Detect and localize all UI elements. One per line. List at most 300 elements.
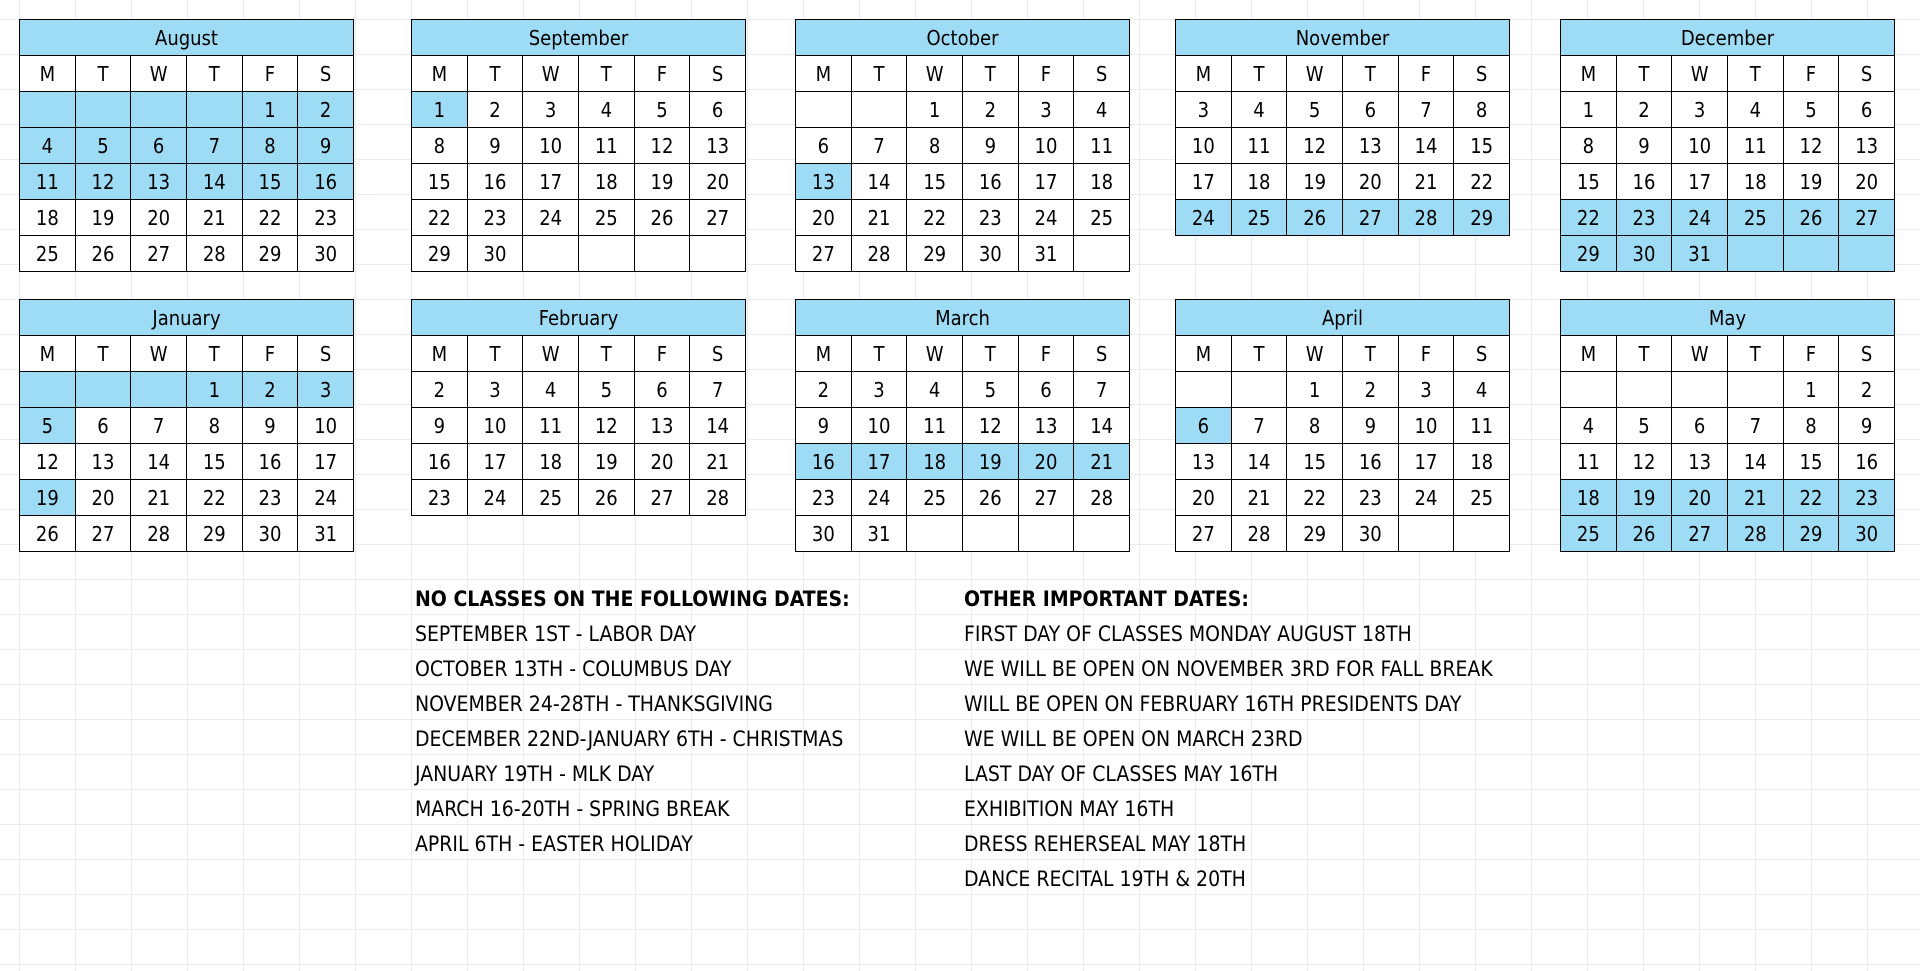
weekday-header: S — [298, 336, 354, 372]
day-cell: 27 — [131, 236, 187, 272]
day-cell: 14 — [186, 164, 242, 200]
day-cell: 13 — [1342, 128, 1398, 164]
weekday-header: T — [851, 56, 907, 92]
day-cell: 4 — [907, 372, 963, 408]
day-cell: 11 — [1727, 128, 1783, 164]
weekday-header: M — [1561, 56, 1617, 92]
weekday-header: S — [1454, 56, 1510, 92]
day-cell: 23 — [1616, 200, 1672, 236]
month-calendar-may — [1560, 299, 1895, 552]
day-cell: 16 — [1839, 444, 1895, 480]
day-cell: 3 — [1398, 372, 1454, 408]
weekday-header: T — [962, 336, 1018, 372]
weekday-header: T — [1727, 336, 1783, 372]
day-cell: 8 — [1783, 408, 1839, 444]
day-cell: 19 — [75, 200, 131, 236]
day-cell: 18 — [1074, 164, 1130, 200]
day-cell: 19 — [20, 480, 76, 516]
day-cell: 23 — [962, 200, 1018, 236]
day-cell: 9 — [467, 128, 523, 164]
day-cell: 22 — [1783, 480, 1839, 516]
weekday-header: T — [75, 56, 131, 92]
day-cell: 15 — [1783, 444, 1839, 480]
weekday-header: M — [20, 56, 76, 92]
day-cell: 19 — [578, 444, 634, 480]
weekday-header: T — [578, 336, 634, 372]
weekday-header: T — [1231, 56, 1287, 92]
day-cell: 2 — [1616, 92, 1672, 128]
empty-day-cell — [1727, 372, 1783, 408]
empty-day-cell — [1398, 516, 1454, 552]
day-cell: 15 — [1561, 164, 1617, 200]
day-cell: 8 — [242, 128, 298, 164]
day-cell: 29 — [242, 236, 298, 272]
day-cell: 6 — [1018, 372, 1074, 408]
day-cell: 16 — [1342, 444, 1398, 480]
day-cell: 7 — [1074, 372, 1130, 408]
empty-day-cell — [796, 92, 852, 128]
day-cell: 19 — [1616, 480, 1672, 516]
day-cell: 3 — [851, 372, 907, 408]
weekday-header: T — [1342, 56, 1398, 92]
important-date-item: LAST DAY OF CLASSES MAY 16TH — [964, 762, 1279, 786]
day-cell: 17 — [1672, 164, 1728, 200]
day-cell: 11 — [907, 408, 963, 444]
day-cell: 13 — [1176, 444, 1232, 480]
day-cell: 13 — [796, 164, 852, 200]
month-calendar-august — [19, 19, 354, 272]
day-cell: 6 — [1342, 92, 1398, 128]
day-cell: 9 — [412, 408, 468, 444]
day-cell: 11 — [1561, 444, 1617, 480]
day-cell: 1 — [242, 92, 298, 128]
day-cell: 21 — [690, 444, 746, 480]
day-cell: 14 — [690, 408, 746, 444]
weekday-header: T — [186, 56, 242, 92]
day-cell: 29 — [186, 516, 242, 552]
weekday-header: F — [242, 56, 298, 92]
weekday-header: T — [1231, 336, 1287, 372]
empty-day-cell — [20, 372, 76, 408]
day-cell: 11 — [1454, 408, 1510, 444]
empty-day-cell — [75, 372, 131, 408]
day-cell: 25 — [1561, 516, 1617, 552]
weekday-header: T — [1616, 56, 1672, 92]
day-cell: 21 — [131, 480, 187, 516]
day-cell: 4 — [523, 372, 579, 408]
weekday-header: S — [690, 56, 746, 92]
weekday-header: S — [1839, 56, 1895, 92]
day-cell: 30 — [962, 236, 1018, 272]
day-cell: 15 — [412, 164, 468, 200]
day-cell: 13 — [75, 444, 131, 480]
day-cell: 4 — [1074, 92, 1130, 128]
month-title: March — [796, 300, 1130, 336]
month-title: November — [1176, 20, 1510, 56]
day-cell: 17 — [1398, 444, 1454, 480]
weekday-header: W — [1287, 336, 1343, 372]
day-cell: 11 — [1074, 128, 1130, 164]
day-cell: 6 — [690, 92, 746, 128]
day-cell: 21 — [1727, 480, 1783, 516]
day-cell: 6 — [75, 408, 131, 444]
day-cell: 16 — [962, 164, 1018, 200]
day-cell: 3 — [1018, 92, 1074, 128]
day-cell: 26 — [962, 480, 1018, 516]
day-cell: 27 — [796, 236, 852, 272]
weekday-header: W — [1287, 56, 1343, 92]
day-cell: 7 — [1231, 408, 1287, 444]
day-cell: 27 — [634, 480, 690, 516]
day-cell: 25 — [1727, 200, 1783, 236]
day-cell: 7 — [186, 128, 242, 164]
day-cell: 4 — [1454, 372, 1510, 408]
day-cell: 12 — [578, 408, 634, 444]
weekday-header: T — [467, 56, 523, 92]
month-title: April — [1176, 300, 1510, 336]
day-cell: 22 — [1454, 164, 1510, 200]
month-calendar-april — [1175, 299, 1510, 552]
important-dates-heading: OTHER IMPORTANT DATES: — [964, 587, 1249, 611]
important-date-item: DANCE RECITAL 19TH & 20TH — [964, 867, 1246, 891]
day-cell: 12 — [75, 164, 131, 200]
day-cell: 28 — [690, 480, 746, 516]
day-cell: 24 — [1398, 480, 1454, 516]
day-cell: 2 — [412, 372, 468, 408]
day-cell: 7 — [1727, 408, 1783, 444]
empty-day-cell — [578, 236, 634, 272]
day-cell: 23 — [298, 200, 354, 236]
day-cell: 11 — [20, 164, 76, 200]
day-cell: 31 — [298, 516, 354, 552]
day-cell: 23 — [467, 200, 523, 236]
day-cell: 18 — [907, 444, 963, 480]
day-cell: 9 — [1839, 408, 1895, 444]
day-cell: 6 — [1672, 408, 1728, 444]
day-cell: 25 — [1454, 480, 1510, 516]
day-cell: 31 — [851, 516, 907, 552]
day-cell: 24 — [467, 480, 523, 516]
weekday-header: M — [1561, 336, 1617, 372]
day-cell: 7 — [690, 372, 746, 408]
day-cell: 20 — [796, 200, 852, 236]
day-cell: 6 — [1839, 92, 1895, 128]
day-cell: 8 — [1287, 408, 1343, 444]
important-date-item: WE WILL BE OPEN ON NOVEMBER 3RD FOR FALL BREAK — [964, 657, 1493, 681]
weekday-header: F — [1018, 56, 1074, 92]
day-cell: 9 — [1342, 408, 1398, 444]
weekday-header: T — [467, 336, 523, 372]
day-cell: 22 — [412, 200, 468, 236]
day-cell: 5 — [634, 92, 690, 128]
day-cell: 20 — [1018, 444, 1074, 480]
weekday-header: T — [962, 56, 1018, 92]
weekday-header: S — [1839, 336, 1895, 372]
day-cell: 10 — [523, 128, 579, 164]
day-cell: 21 — [186, 200, 242, 236]
empty-day-cell — [1727, 236, 1783, 272]
day-cell: 12 — [1783, 128, 1839, 164]
day-cell: 27 — [1672, 516, 1728, 552]
month-calendar-october — [795, 19, 1130, 272]
day-cell: 13 — [131, 164, 187, 200]
day-cell: 8 — [1561, 128, 1617, 164]
day-cell: 14 — [1398, 128, 1454, 164]
day-cell: 14 — [1074, 408, 1130, 444]
day-cell: 22 — [907, 200, 963, 236]
weekday-header: W — [1672, 56, 1728, 92]
day-cell: 20 — [690, 164, 746, 200]
day-cell: 9 — [242, 408, 298, 444]
day-cell: 2 — [467, 92, 523, 128]
month-title: January — [20, 300, 354, 336]
weekday-header: W — [131, 336, 187, 372]
month-calendar-february — [411, 299, 746, 516]
day-cell: 10 — [1398, 408, 1454, 444]
weekday-header: T — [186, 336, 242, 372]
empty-day-cell — [131, 92, 187, 128]
no-classes-item: OCTOBER 13TH - COLUMBUS DAY — [415, 657, 732, 681]
no-classes-list — [415, 617, 850, 862]
empty-day-cell — [851, 92, 907, 128]
important-date-item: WE WILL BE OPEN ON MARCH 23RD — [964, 727, 1303, 751]
day-cell: 16 — [242, 444, 298, 480]
day-cell: 2 — [1839, 372, 1895, 408]
empty-day-cell — [1783, 236, 1839, 272]
day-cell: 26 — [578, 480, 634, 516]
day-cell: 18 — [578, 164, 634, 200]
day-cell: 26 — [1287, 200, 1343, 236]
empty-day-cell — [1561, 372, 1617, 408]
day-cell: 29 — [412, 236, 468, 272]
day-cell: 30 — [1839, 516, 1895, 552]
weekday-header: T — [1616, 336, 1672, 372]
empty-day-cell — [1176, 372, 1232, 408]
day-cell: 23 — [1839, 480, 1895, 516]
day-cell: 26 — [20, 516, 76, 552]
day-cell: 10 — [1176, 128, 1232, 164]
day-cell: 20 — [1839, 164, 1895, 200]
day-cell: 20 — [1672, 480, 1728, 516]
day-cell: 1 — [907, 92, 963, 128]
day-cell: 9 — [1616, 128, 1672, 164]
no-classes-item: DECEMBER 22ND-JANUARY 6TH - CHRISTMAS — [415, 727, 844, 751]
day-cell: 12 — [1287, 128, 1343, 164]
day-cell: 21 — [1231, 480, 1287, 516]
day-cell: 18 — [20, 200, 76, 236]
day-cell: 19 — [1287, 164, 1343, 200]
weekday-header: T — [1342, 336, 1398, 372]
day-cell: 15 — [1287, 444, 1343, 480]
day-cell: 25 — [1074, 200, 1130, 236]
no-classes-heading: NO CLASSES ON THE FOLLOWING DATES: — [415, 587, 850, 611]
day-cell: 18 — [1231, 164, 1287, 200]
day-cell: 11 — [578, 128, 634, 164]
day-cell: 18 — [1727, 164, 1783, 200]
empty-day-cell — [1231, 372, 1287, 408]
month-calendar-september — [411, 19, 746, 272]
day-cell: 15 — [907, 164, 963, 200]
weekday-header: M — [20, 336, 76, 372]
day-cell: 19 — [634, 164, 690, 200]
day-cell: 27 — [75, 516, 131, 552]
day-cell: 6 — [1176, 408, 1232, 444]
no-classes-item: NOVEMBER 24-28TH - THANKSGIVING — [415, 692, 773, 716]
day-cell: 17 — [298, 444, 354, 480]
day-cell: 15 — [186, 444, 242, 480]
day-cell: 3 — [1176, 92, 1232, 128]
day-cell: 5 — [75, 128, 131, 164]
day-cell: 27 — [1176, 516, 1232, 552]
day-cell: 8 — [186, 408, 242, 444]
day-cell: 16 — [1616, 164, 1672, 200]
day-cell: 20 — [634, 444, 690, 480]
day-cell: 17 — [467, 444, 523, 480]
day-cell: 12 — [1616, 444, 1672, 480]
day-cell: 9 — [962, 128, 1018, 164]
day-cell: 22 — [186, 480, 242, 516]
empty-day-cell — [1018, 516, 1074, 552]
day-cell: 24 — [1176, 200, 1232, 236]
day-cell: 10 — [298, 408, 354, 444]
day-cell: 22 — [1561, 200, 1617, 236]
day-cell: 30 — [298, 236, 354, 272]
day-cell: 10 — [1018, 128, 1074, 164]
important-date-item: WILL BE OPEN ON FEBRUARY 16TH PRESIDENTS DAY — [964, 692, 1462, 716]
day-cell: 29 — [907, 236, 963, 272]
day-cell: 8 — [1454, 92, 1510, 128]
day-cell: 1 — [1287, 372, 1343, 408]
day-cell: 4 — [1231, 92, 1287, 128]
day-cell: 10 — [1672, 128, 1728, 164]
day-cell: 6 — [796, 128, 852, 164]
day-cell: 23 — [1342, 480, 1398, 516]
day-cell: 9 — [796, 408, 852, 444]
day-cell: 23 — [412, 480, 468, 516]
weekday-header: S — [690, 336, 746, 372]
day-cell: 22 — [242, 200, 298, 236]
day-cell: 14 — [1231, 444, 1287, 480]
weekday-header: W — [907, 336, 963, 372]
weekday-header: W — [523, 56, 579, 92]
weekday-header: T — [1727, 56, 1783, 92]
day-cell: 25 — [578, 200, 634, 236]
day-cell: 21 — [1398, 164, 1454, 200]
day-cell: 13 — [634, 408, 690, 444]
weekday-header: F — [1783, 336, 1839, 372]
day-cell: 18 — [523, 444, 579, 480]
day-cell: 23 — [242, 480, 298, 516]
month-title: February — [412, 300, 746, 336]
day-cell: 12 — [20, 444, 76, 480]
empty-day-cell — [634, 236, 690, 272]
empty-day-cell — [1074, 516, 1130, 552]
day-cell: 26 — [1783, 200, 1839, 236]
day-cell: 2 — [242, 372, 298, 408]
day-cell: 14 — [1727, 444, 1783, 480]
day-cell: 16 — [412, 444, 468, 480]
no-classes-item: APRIL 6TH - EASTER HOLIDAY — [415, 832, 693, 856]
day-cell: 3 — [1672, 92, 1728, 128]
empty-day-cell — [523, 236, 579, 272]
month-calendar-march — [795, 299, 1130, 552]
day-cell: 25 — [523, 480, 579, 516]
day-cell: 1 — [1783, 372, 1839, 408]
month-calendar-november — [1175, 19, 1510, 236]
day-cell: 17 — [1018, 164, 1074, 200]
month-title: September — [412, 20, 746, 56]
day-cell: 20 — [75, 480, 131, 516]
weekday-header: M — [412, 336, 468, 372]
weekday-header: F — [1018, 336, 1074, 372]
day-cell: 6 — [634, 372, 690, 408]
day-cell: 6 — [131, 128, 187, 164]
day-cell: 16 — [796, 444, 852, 480]
month-title: December — [1561, 20, 1895, 56]
month-calendar-december — [1560, 19, 1895, 272]
day-cell: 8 — [412, 128, 468, 164]
day-cell: 14 — [851, 164, 907, 200]
day-cell: 7 — [1398, 92, 1454, 128]
no-classes-section — [415, 582, 850, 862]
day-cell: 27 — [690, 200, 746, 236]
day-cell: 1 — [412, 92, 468, 128]
day-cell: 7 — [131, 408, 187, 444]
day-cell: 5 — [1783, 92, 1839, 128]
day-cell: 24 — [851, 480, 907, 516]
month-title: August — [20, 20, 354, 56]
day-cell: 22 — [1287, 480, 1343, 516]
day-cell: 27 — [1839, 200, 1895, 236]
day-cell: 30 — [796, 516, 852, 552]
day-cell: 5 — [1287, 92, 1343, 128]
empty-day-cell — [1074, 236, 1130, 272]
day-cell: 14 — [131, 444, 187, 480]
month-calendar-january — [19, 299, 354, 552]
day-cell: 28 — [1074, 480, 1130, 516]
day-cell: 16 — [467, 164, 523, 200]
empty-day-cell — [907, 516, 963, 552]
weekday-header: M — [796, 336, 852, 372]
empty-day-cell — [1839, 236, 1895, 272]
month-title: October — [796, 20, 1130, 56]
day-cell: 12 — [634, 128, 690, 164]
important-date-item: FIRST DAY OF CLASSES MONDAY AUGUST 18TH — [964, 622, 1412, 646]
empty-day-cell — [131, 372, 187, 408]
day-cell: 4 — [578, 92, 634, 128]
day-cell: 18 — [1454, 444, 1510, 480]
day-cell: 15 — [1454, 128, 1510, 164]
empty-day-cell — [1454, 516, 1510, 552]
month-title: May — [1561, 300, 1895, 336]
weekday-header: S — [1454, 336, 1510, 372]
day-cell: 13 — [1018, 408, 1074, 444]
important-dates-list — [964, 617, 1493, 897]
day-cell: 29 — [1783, 516, 1839, 552]
empty-day-cell — [1616, 372, 1672, 408]
day-cell: 10 — [851, 408, 907, 444]
weekday-header: S — [1074, 336, 1130, 372]
day-cell: 13 — [690, 128, 746, 164]
day-cell: 7 — [851, 128, 907, 164]
day-cell: 28 — [186, 236, 242, 272]
weekday-header: S — [298, 56, 354, 92]
day-cell: 28 — [1231, 516, 1287, 552]
weekday-header: F — [1398, 56, 1454, 92]
weekday-header: M — [412, 56, 468, 92]
day-cell: 4 — [20, 128, 76, 164]
day-cell: 8 — [907, 128, 963, 164]
